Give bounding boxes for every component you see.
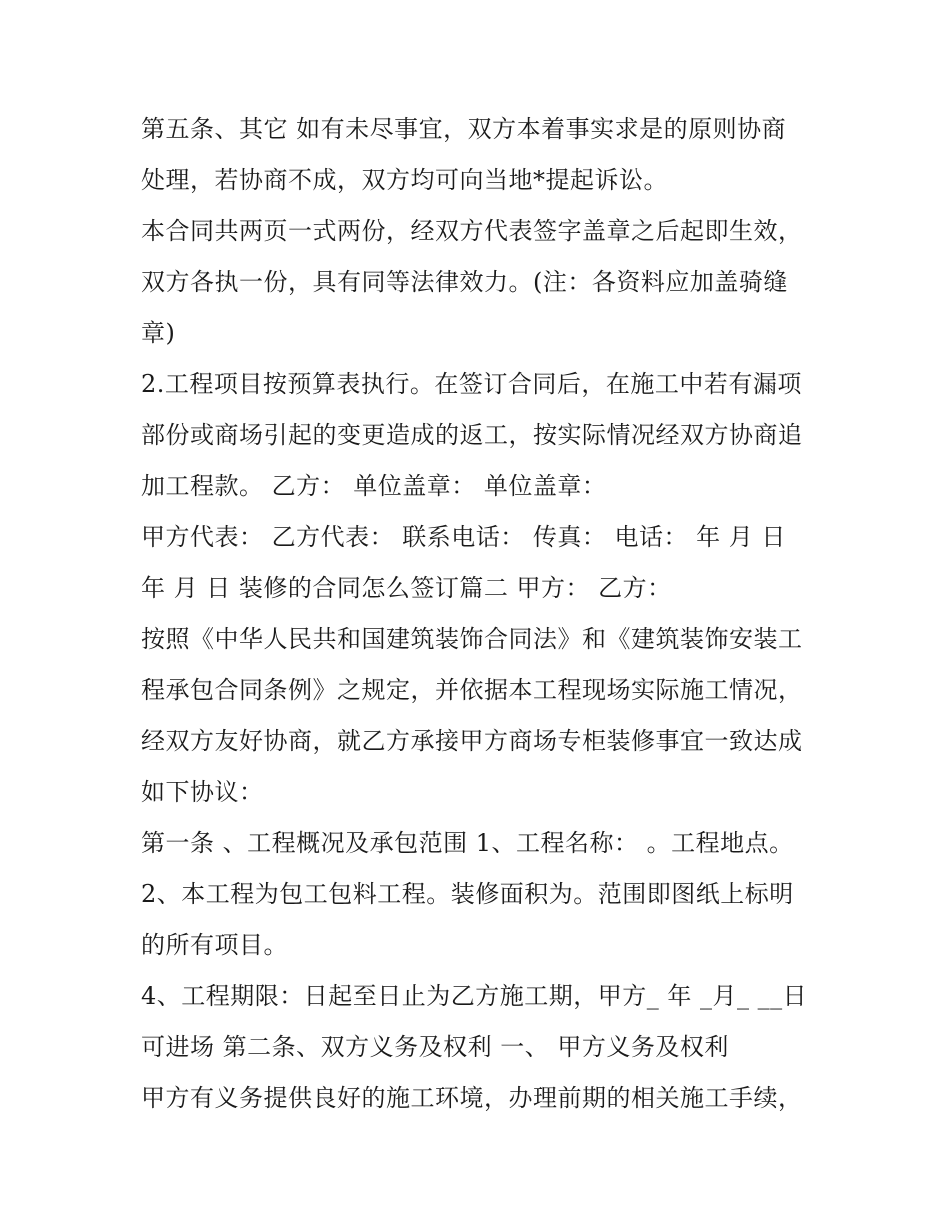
text-line: 年 月 日 装修的合同怎么签订篇二 甲方： 乙方： bbox=[141, 574, 672, 602]
text-line: 2、本工程为包工包料工程。装修面积为。范围即图纸上标明 bbox=[141, 880, 794, 908]
text-line: 甲方有义务提供良好的施工环境，办理前期的相关施工手续， bbox=[141, 1084, 803, 1112]
text-line: 部份或商场引起的变更造成的返工，按实际情况经双方协商追 bbox=[141, 421, 803, 449]
text-line: 双方各执一份，具有同等法律效力。(注：各资料应加盖骑缝 bbox=[141, 268, 788, 296]
text-line: 经双方友好协商，就乙方承接甲方商场专柜装修事宜一致达成 bbox=[141, 727, 803, 755]
text-line: 可进场 第二条、双方义务及权利 一、 甲方义务及权利 bbox=[141, 1033, 729, 1061]
text-line: 程承包合同条例》之规定，并依据本工程现场实际施工情况， bbox=[141, 676, 803, 704]
text-line: 按照《中华人民共和国建筑装饰合同法》和《建筑装饰安装工 bbox=[141, 625, 803, 653]
text-line: 甲方代表： 乙方代表： 联系电话： 传真： 电话： 年 月 日 bbox=[141, 523, 786, 551]
text-line: 章) bbox=[141, 319, 176, 347]
document-body bbox=[141, 104, 821, 1124]
text-line: 第一条 、工程概况及承包范围 1、工程名称： 。工程地点。 bbox=[141, 829, 794, 857]
text-line: 4、工程期限：日起至日止为乙方施工期，甲方_ 年 _月_ __日 bbox=[141, 982, 808, 1010]
text-line: 2.工程项目按预算表执行。在签订合同后，在施工中若有漏项 bbox=[141, 370, 802, 398]
text-line: 如下协议： bbox=[141, 778, 264, 806]
text-line: 本合同共两页一式两份，经双方代表签字盖章之后起即生效， bbox=[141, 217, 803, 245]
text-line: 处理，若协商不成，双方均可向当地*提起诉讼。 bbox=[141, 166, 668, 194]
text-line: 加工程款。 乙方： 单位盖章： 单位盖章： bbox=[141, 472, 607, 500]
text-line: 第五条、其它 如有未尽事宜，双方本着事实求是的原则协商 bbox=[141, 115, 787, 143]
text-line: 的所有项目。 bbox=[141, 931, 288, 959]
